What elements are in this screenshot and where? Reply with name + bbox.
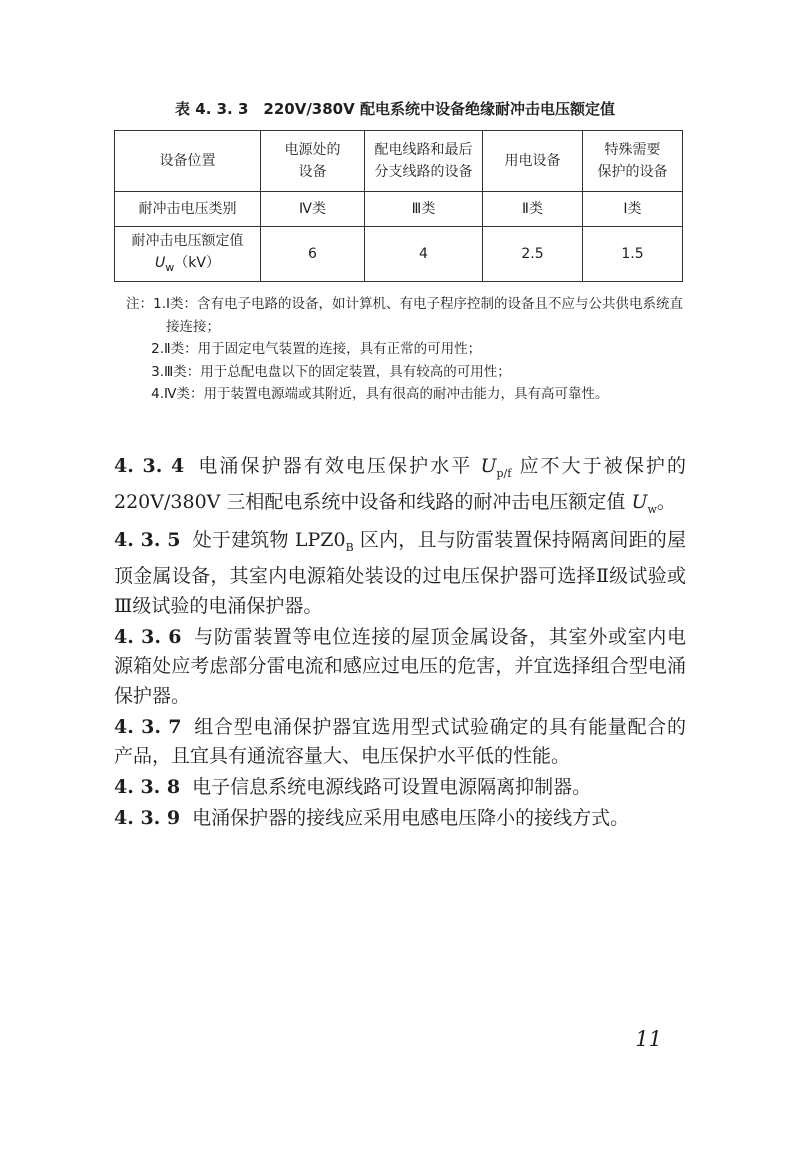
note-number: 4. [151, 386, 164, 402]
symbol-sub: w [165, 260, 175, 274]
table-cell: Ⅲ类 [365, 192, 483, 227]
note-number: 1. [153, 296, 166, 312]
notes-lead: 注： [126, 296, 153, 312]
table-cell: 6 [261, 227, 365, 282]
clause-4-3-6 [114, 623, 686, 712]
clause-number: 4. 3. 6 [114, 625, 182, 648]
table-caption: 表 4. 3. 3 220V/380V 配电系统中设备绝缘耐冲击电压额定值 [175, 100, 615, 118]
clause-text: 。 [656, 491, 676, 514]
clause-4-3-4 [114, 452, 686, 525]
symbol-sub: p/f [496, 466, 512, 480]
table-header-row [115, 131, 683, 192]
header-cell: 电源处的 设备 [261, 131, 365, 192]
table-cell [115, 227, 261, 282]
note-number: 3. [151, 363, 164, 380]
table-cell: 2.5 [483, 227, 583, 282]
table-row [115, 192, 683, 227]
clause-text: 电子信息系统电源线路可设置电源隔离抑制器。 [192, 776, 592, 799]
clause-4-3-9 [114, 804, 686, 834]
note-text: Ⅳ类：用于装置电源端或其附近，具有很高的耐冲击能力，具有高可靠性。 [164, 386, 609, 402]
symbol-sub: B [345, 540, 354, 554]
clauses-body [114, 452, 686, 835]
note-item [126, 383, 696, 406]
note-item [126, 293, 696, 338]
symbol-u: U [155, 254, 166, 271]
symbol-u: U [480, 455, 497, 477]
row-unit [118, 252, 257, 279]
note-item [126, 338, 696, 361]
clause-4-3-5 [114, 526, 686, 621]
table-notes [126, 293, 696, 406]
clause-text: 应不大于被保护的220V/380V 三相配电系统中设备和线路的耐冲击电压额定值 [114, 455, 686, 514]
clause-number: 4. 3. 9 [114, 807, 181, 830]
clause-number: 4. 3. 8 [114, 776, 181, 799]
unit-text: （kV） [174, 254, 220, 271]
clause-number: 4. 3. 4 [114, 455, 185, 477]
clause-text: 组合型电涌保护器宜选用型式试验确定的具有能量配合的产品，且宜具有通流容量大、电压保护水平低的性能。 [114, 715, 686, 768]
table-row [115, 227, 683, 282]
insulation-voltage-table [114, 130, 683, 282]
clause-text: 处于建筑物 LPZ0 [192, 529, 346, 552]
table-cell: 4 [365, 227, 483, 282]
header-cell: 设备位置 [115, 131, 261, 192]
header-cell: 特殊需要 保护的设备 [583, 131, 683, 192]
clause-number: 4. 3. 5 [114, 529, 181, 552]
header-cell: 用电设备 [483, 131, 583, 192]
clause-text: 区内，且与防雷装置保持隔离间距的屋顶金属设备，其室内电源箱处装设的过电压保护器可选择Ⅱ级试验或Ⅲ级试验的电涌保护器。 [114, 529, 686, 617]
clause-4-3-7 [114, 713, 686, 772]
note-text: Ⅲ类：用于总配电盘以下的固定装置，具有较高的可用性； [164, 363, 511, 380]
header-cell: 配电线路和最后 分支线路的设备 [365, 131, 483, 192]
symbol-sub: w [647, 503, 657, 517]
table-cell: Ⅳ类 [261, 192, 365, 227]
symbol-u: U [631, 491, 648, 514]
table-cell: Ⅱ类 [483, 192, 583, 227]
clause-4-3-8 [114, 773, 686, 803]
note-number: 2. [151, 341, 164, 357]
note-text: Ⅱ类：用于固定电气装置的连接，具有正常的可用性； [164, 341, 482, 357]
note-text: Ⅰ类：含有电子电路的设备，如计算机、有电子程序控制的设备且不应与公共供电系统直接连接； [166, 296, 683, 335]
table-cell: Ⅰ类 [583, 192, 683, 227]
page-number: 11 [635, 1027, 662, 1051]
clause-text: 电涌保护器有效电压保护水平 [196, 455, 481, 477]
row-label: 耐冲击电压额定值 [131, 232, 244, 249]
table-cell: 1.5 [583, 227, 683, 282]
note-item [126, 361, 696, 384]
clause-text: 与防雷装置等电位连接的屋顶金属设备，其室外或室内电源箱处应考虑部分雷电流和感应过电压的危害，并宜选择组合型电涌保护器。 [114, 625, 686, 707]
table-cell: 耐冲击电压类别 [115, 192, 261, 227]
clause-number: 4. 3. 7 [114, 715, 182, 738]
clause-text: 电涌保护器的接线应采用电感电压降小的接线方式。 [192, 807, 630, 830]
